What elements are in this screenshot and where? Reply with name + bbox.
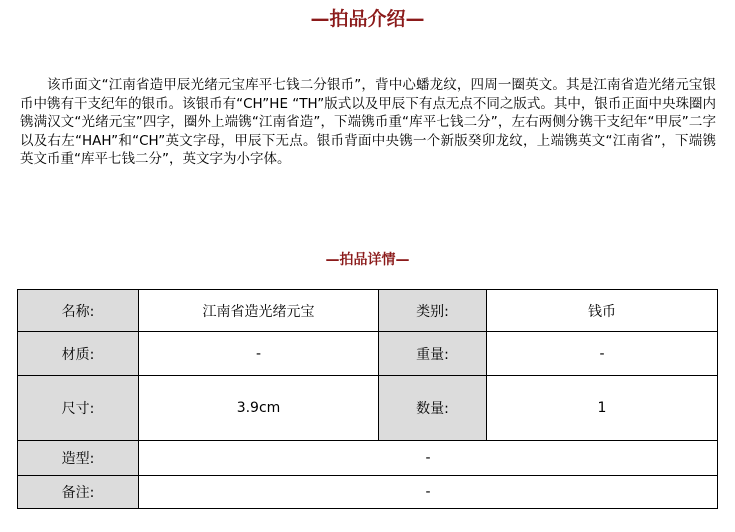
material-label: 材质: (18, 332, 139, 376)
weight-label: 重量: (379, 332, 487, 376)
category-label: 类别: (379, 290, 487, 332)
table-row-material (18, 332, 718, 376)
weight-value: - (487, 332, 718, 376)
shape-value: - (139, 441, 718, 476)
details-section-title: —拍品详情— (325, 252, 410, 268)
table-row-name (18, 290, 718, 332)
size-value: 3.9cm (139, 376, 379, 441)
remarks-value: - (139, 476, 718, 509)
category-value: 钱币 (487, 290, 718, 332)
name-label: 名称: (18, 290, 139, 332)
name-value: 江南省造光绪元宝 (139, 290, 379, 332)
quantity-value: 1 (487, 376, 718, 441)
intro-section-title: —拍品介绍— (310, 8, 425, 30)
shape-label: 造型: (18, 441, 139, 476)
remarks-label: 备注: (18, 476, 139, 509)
details-table (17, 289, 718, 509)
table-row-shape (18, 441, 718, 476)
intro-paragraph: 该币面文“江南省造甲辰光绪元宝库平七钱二分银币”，背中心蟠龙纹，四周一圈英文。其是江南省造光绪元宝银币中镌有干支纪年的银币。该银币有“CH”HE “TH”版式以及甲辰下有点无点不同之版式。其中，银币正面中央珠圈内镌满汉文“光绪元宝”四字，圈外上端镌“江南省造”，下端镌币重“库平七钱二分”，左右两侧分镌干支纪年“甲辰”二字以及右左“HAH”和“CH”英文字母，甲辰下无点。银币背面中央镌一个新版癸卯龙纹，上端镌英文“江南省”，下端镌英文币重“库平七钱二分”，英文字为小字体。 (20, 77, 716, 167)
table-row-size (18, 376, 718, 441)
material-value: - (139, 332, 379, 376)
size-label: 尺寸: (18, 376, 139, 441)
table-row-remarks (18, 476, 718, 509)
quantity-label: 数量: (379, 376, 487, 441)
